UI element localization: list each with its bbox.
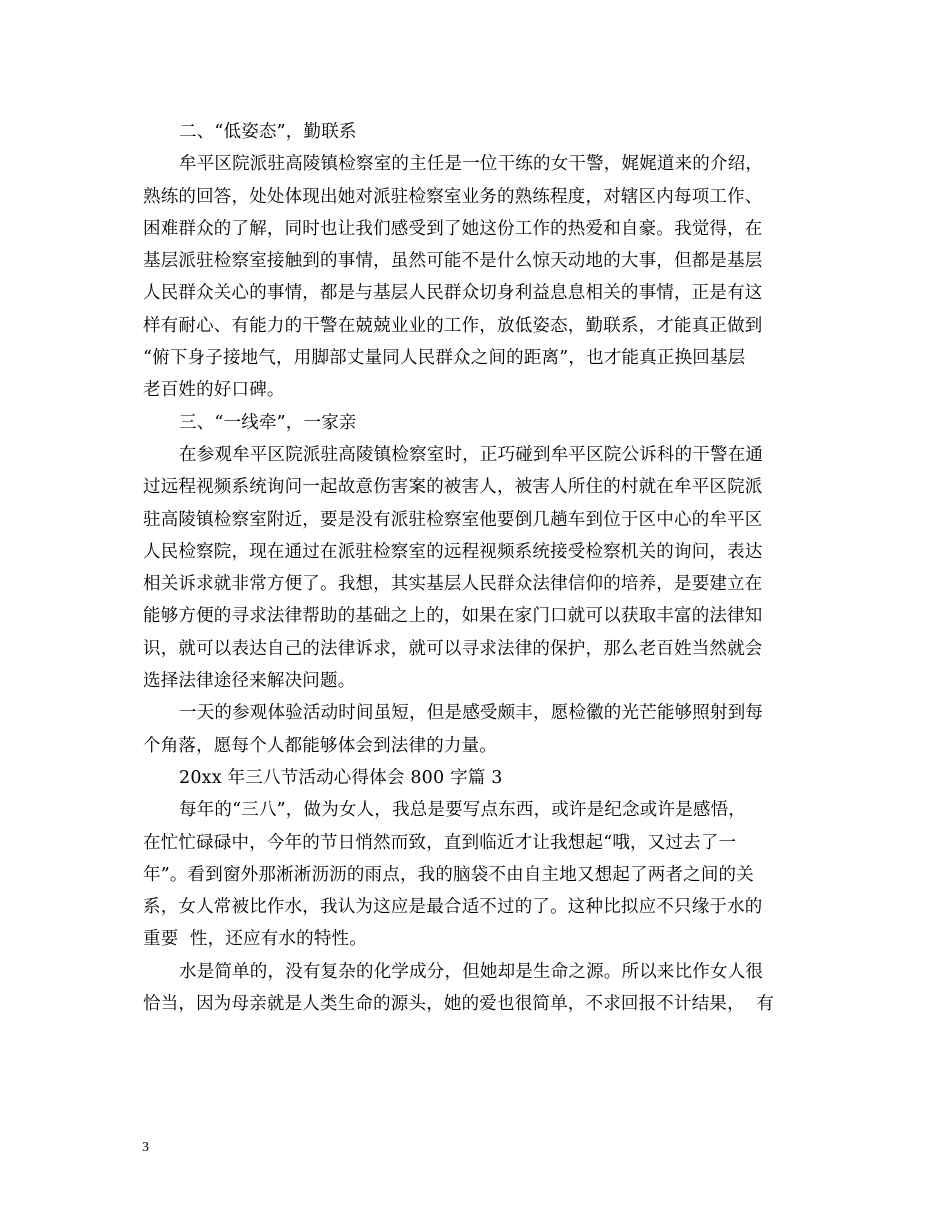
text-line: 在忙忙碌碌中，今年的节日悄然而致，直到临近才让我想起“哦，又过去了一 [143,832,737,853]
text-line: 年”。看到窗外那淅淅沥沥的雨点，我的脑袋不由自主地又想起了两者之间的关 [143,864,754,885]
text-line: 一天的参观体验活动时间虽短，但是感受颇丰，愿检徽的光芒能够照射到每 [179,703,764,724]
text-line: 熟练的回答，处处体现出她对派驻检察室业务的熟练程度，对辖区内每项工作、 [143,186,763,207]
text-line: 老百姓的好口碑。 [143,380,285,401]
text-line: 能够方便的寻求法律帮助的基础之上的，如果在家门口就可以获取丰富的法律知 [143,606,763,627]
text-line: 基层派驻检察室接触到的事情，虽然可能不是什么惊天动地的大事，但都是基层 [143,251,763,272]
text-line: 识，就可以表达自己的法律诉求，就可以寻求法律的保护，那么老百姓当然就会 [143,638,763,659]
text-line: “俯下身子接地气，用脚部丈量同人民群众之间的距离”，也才能真正换回基层 [143,348,746,369]
text-line: 20xx 年三八节活动心得体会 800 字篇 3 [179,767,503,788]
text-line: 困难群众的了解，同时也让我们感受到了她这份工作的热爱和自豪。我觉得，在 [143,218,763,239]
paragraph [143,956,810,1021]
article-title [143,762,810,794]
section-heading-2 [143,116,810,148]
document-body [143,116,810,1020]
text-line: 人民群众关心的事情，都是与基层人民群众切身利益息息相关的事情，正是有这 [143,283,763,304]
text-line: 三、“一线牵”，一家亲 [179,412,357,433]
text-line: 相关诉求就非常方便了。我想，其实基层人民群众法律信仰的培养，是要建立在 [143,574,763,595]
paragraph [143,148,810,406]
text-line: 重要 性，还应有水的特性。 [143,929,367,950]
text-line: 个角落，愿每个人都能够体会到法律的力量。 [143,735,497,756]
text-line: 过远程视频系统询问一起故意伤害案的被害人，被害人所住的村就在牟平区院派 [143,477,763,498]
text-line: 选择法律途径来解决问题。 [143,671,356,692]
text-line: 二、“低姿态”，勤联系 [179,122,357,142]
page-number: 3 [142,1140,149,1155]
section-heading-3 [143,407,810,439]
text-line: 恰当，因为母亲就是人类生命的源头，她的爱也很简单，不求回报不计结果， 有 [143,994,775,1015]
text-line: 系，女人常被比作水，我认为这应是最合适不过的了。这种比拟应不只缘于水的 [143,897,763,918]
text-line: 人民检察院，现在通过在派驻检察室的远程视频系统接受检察机关的询问，表达 [143,541,763,562]
text-line: 样有耐心、有能力的干警在兢兢业业的工作，放低姿态，勤联系，才能真正做到 [143,315,763,336]
paragraph [143,697,810,762]
text-line: 水是简单的，没有复杂的化学成分，但她却是生命之源。所以来比作女人很 [179,961,764,982]
text-line: 牟平区院派驻高陵镇检察室的主任是一位干练的女干警，娓娓道来的介绍， [179,154,764,175]
paragraph [143,794,810,955]
paragraph [143,439,810,697]
text-line: 每年的“三八”，做为女人，我总是要写点东西，或许是纪念或许是感悟， [179,800,746,821]
text-line: 在参观牟平区院派驻高陵镇检察室时，正巧碰到牟平区院公诉科的干警在通 [179,444,764,465]
text-line: 驻高陵镇检察室附近，要是没有派驻检察室他要倒几趟车到位于区中心的牟平区 [143,509,763,530]
